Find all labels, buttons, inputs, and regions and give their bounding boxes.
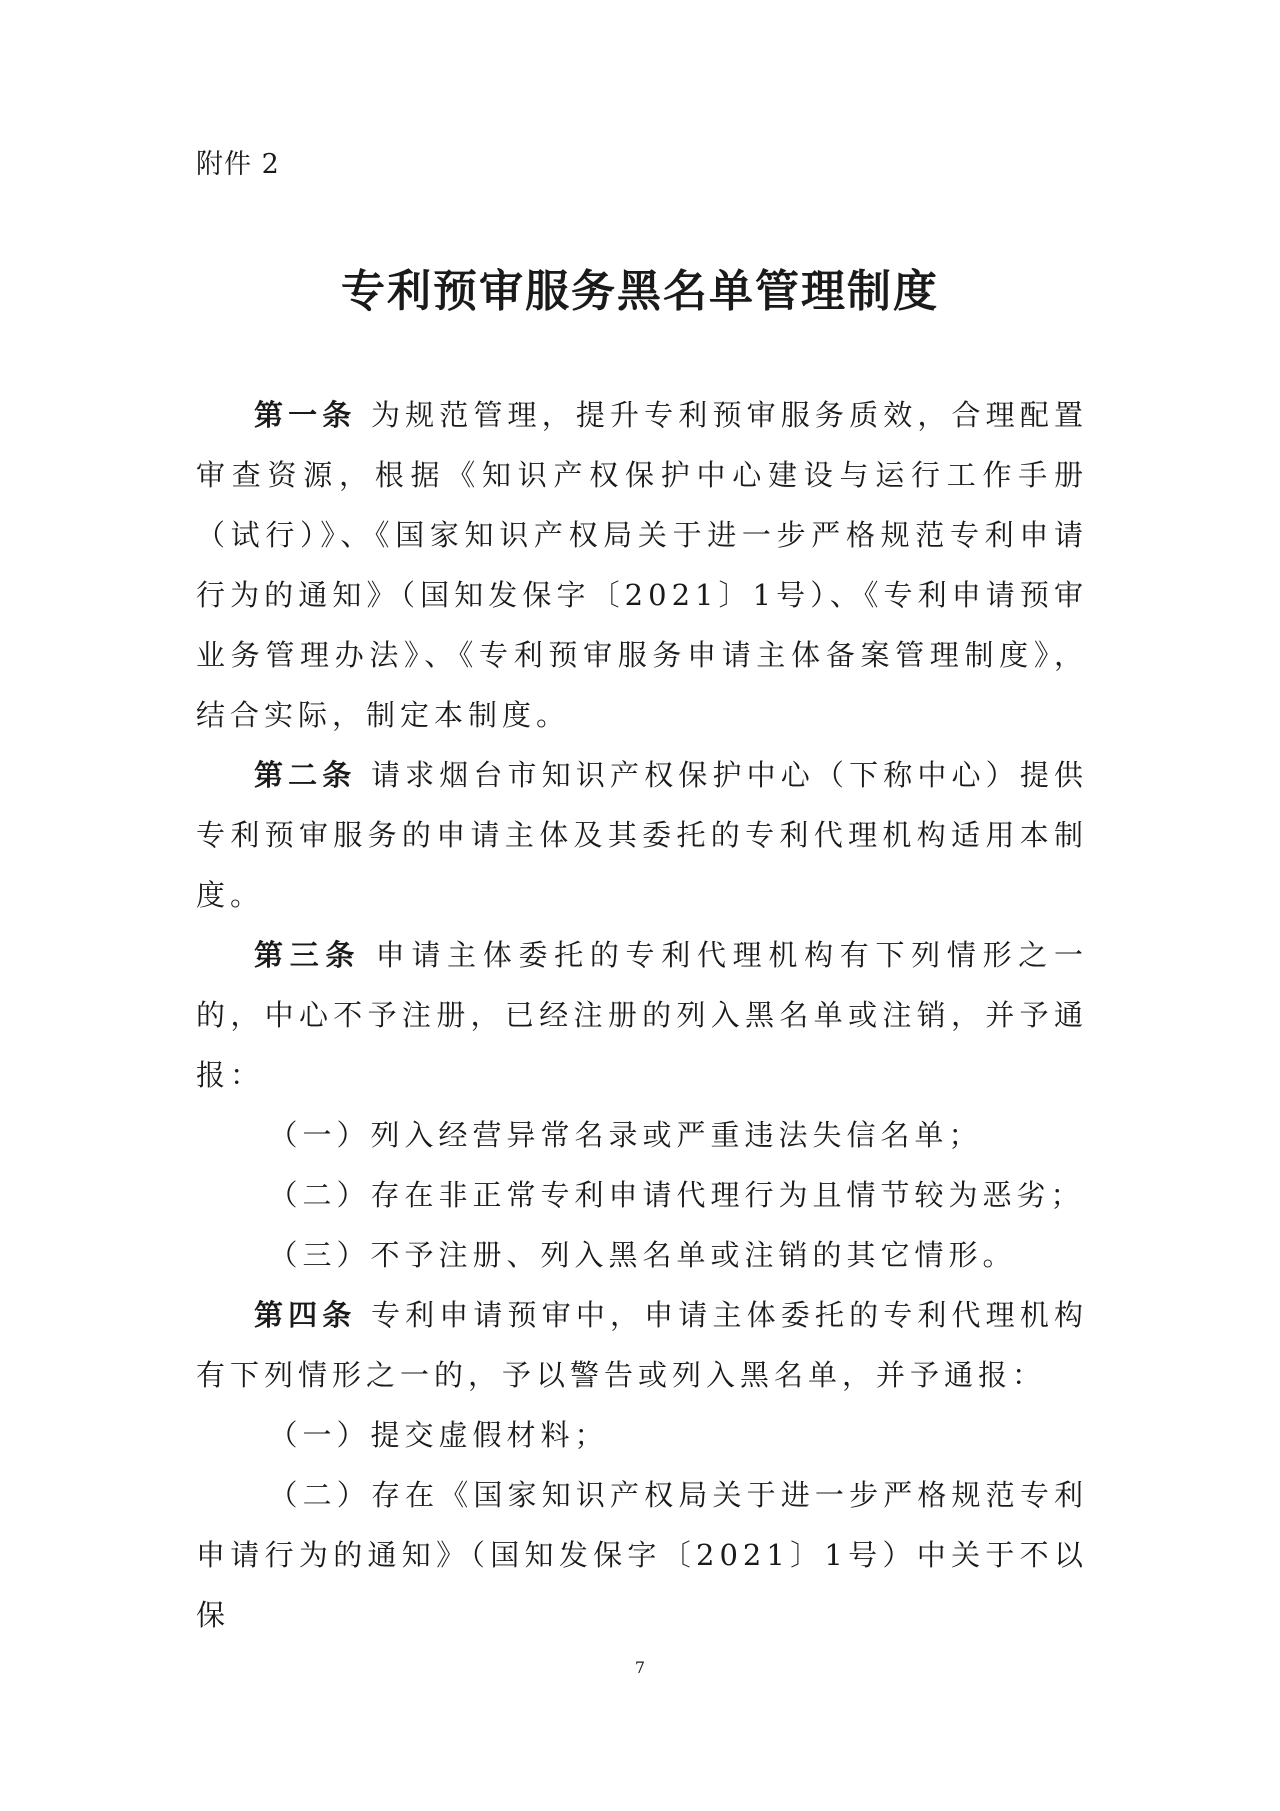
page-number: 7 bbox=[634, 1658, 646, 1677]
list-item: （二）存在非正常专利申请代理行为且情节较为恶劣； bbox=[268, 1178, 1085, 1212]
document-title: 专利预审服务黑名单管理制度 bbox=[341, 266, 939, 317]
article-text: 申请主体委托的专利代理机构有下列情形之一的，中心不予注册，已经注册的列入黑名单或注销，并予通报： bbox=[196, 938, 1088, 1092]
list-item: （三）不予注册、列入黑名单或注销的其它情形。 bbox=[268, 1238, 1017, 1272]
list-item: （二）存在《国家知识产权局关于进一步严格规范专利申请行为的通知》（国知发保字〔2021〕1号）中关于不以保 bbox=[196, 1478, 1088, 1632]
document-body bbox=[196, 385, 1088, 1645]
article-4 bbox=[196, 1285, 1088, 1405]
article-header: 第一条 bbox=[254, 398, 357, 432]
article-text: 请求烟台市知识产权保护中心（下称中心）提供专利预审服务的申请主体及其委托的专利代理机构适用本制度。 bbox=[196, 758, 1088, 912]
article-text: 专利申请预审中，申请主体委托的专利代理机构有下列情形之一的，予以警告或列入黑名单，并予通报： bbox=[196, 1298, 1088, 1392]
article-text: 为规范管理，提升专利预审服务质效，合理配置审查资源，根据《知识产权保护中心建设与运行工作手册（试行）》、《国家知识产权局关于进一步严格规范专利申请行为的通知》（国知发保字〔2021〕1号）、《专利申请预审业务管理办法》、《专利预审服务申请主体备案管理制度》，结合实际，制定本制度。 bbox=[196, 398, 1088, 732]
article-header: 第二条 bbox=[254, 758, 357, 792]
article-3 bbox=[196, 925, 1088, 1105]
article-2 bbox=[196, 745, 1088, 925]
attachment-label: 附件 2 bbox=[196, 149, 280, 180]
list-item: （一）提交虚假材料； bbox=[268, 1418, 609, 1452]
article-1 bbox=[196, 385, 1088, 745]
article-header: 第三条 bbox=[254, 938, 362, 972]
list-item: （一）列入经营异常名录或严重违法失信名单； bbox=[268, 1118, 983, 1152]
article-header: 第四条 bbox=[254, 1298, 357, 1332]
